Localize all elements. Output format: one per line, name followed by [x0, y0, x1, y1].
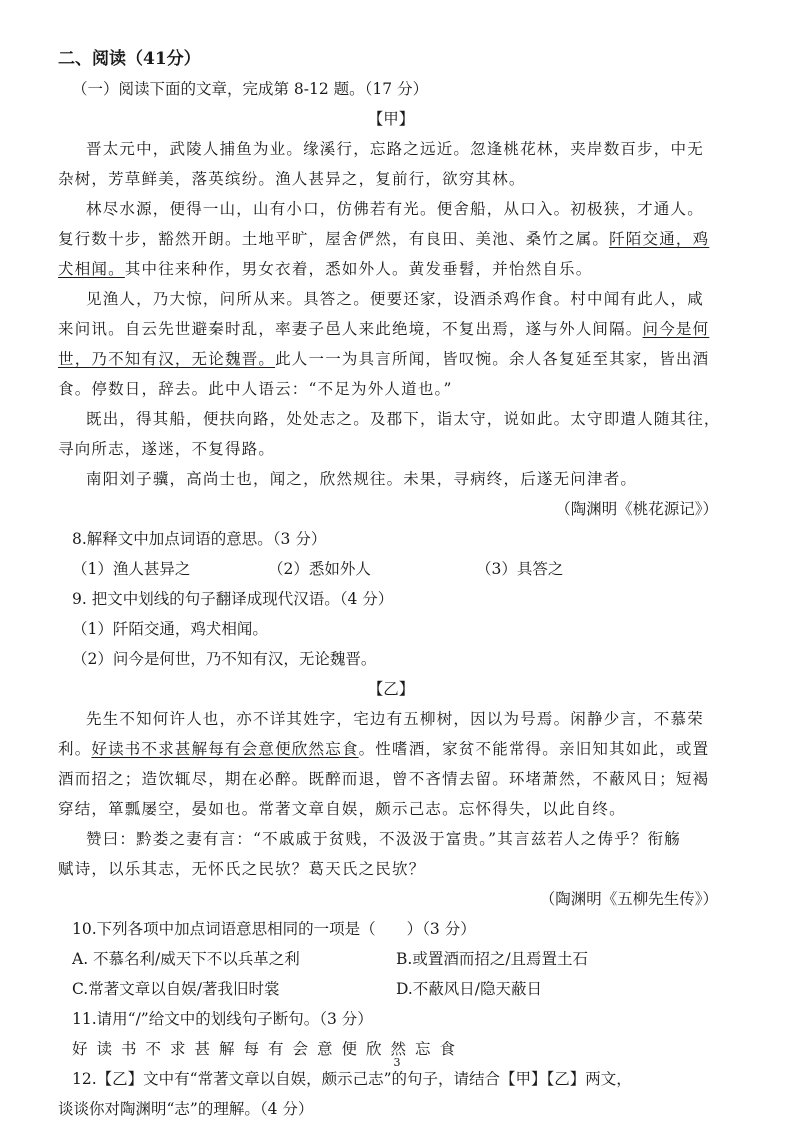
- passage-source: （陶渊明《五柳先生传》）: [539, 890, 718, 908]
- passage-line: 食。停数日，辞去。此中人语云：“不足为外人道也。”: [58, 380, 453, 398]
- passage-text: 此人一一为具言所闻，皆叹惋。余人各复延至其家，皆出酒: [275, 350, 710, 368]
- question-stem: 10.下列各项中加点词语意思相同的一项是（ ）（3 分）: [72, 920, 476, 938]
- passage-yi-label: 【乙】: [367, 680, 415, 698]
- passage-line: [58, 314, 724, 344]
- question-item: （2）问今是何世，乃不知有汉，无论魏晋。: [72, 650, 377, 668]
- option-b: B.或置酒而招之/且焉置土石: [396, 950, 589, 968]
- passage-text: 。性嗜酒，家贫不能常得。亲旧知其如此，或置: [358, 740, 710, 758]
- punctuation-sentence: 好读书不求甚解每有会意便欣然忘食: [72, 1040, 465, 1058]
- question-12: [58, 1064, 724, 1124]
- passage-line: 穿结，箪瓢屡空，晏如也。常著文章自娱，颇示己志。忘怀得失，以此自终。: [58, 800, 626, 818]
- passage-line: 南阳刘子骥，高尚士也，闻之，欣然规往。未果，寻病终，后遂无问津者。: [86, 470, 638, 488]
- question-items: [58, 554, 724, 584]
- question-item: （2）悉如外人: [268, 560, 371, 578]
- passage-line: [58, 734, 724, 764]
- question-stem: 12.【乙】文中有“常著文章以自娱，颇示己志”的句子，请结合【甲】【乙】两文，: [72, 1070, 632, 1088]
- passage-text: 利。: [58, 740, 92, 758]
- passage-line: 先生不知何许人也，亦不详其姓字，宅边有五柳树，因以为号焉。闲静少言，不慕荣: [86, 710, 704, 728]
- question-11: [58, 1004, 724, 1064]
- underlined-sentence: 犬相闻。: [58, 260, 125, 278]
- underlined-sentence: 世，乃不知有汉，无论魏晋。: [58, 350, 276, 368]
- passage-line: 寻向所志，遂迷，不复得路。: [58, 440, 276, 458]
- option-c: C.常著文章以自娱/著我旧时裳: [72, 980, 280, 998]
- underlined-sentence: 好读书不求甚解每有会意便欣然忘食: [91, 740, 359, 758]
- passage-text: 其中往来种作，男女衣着，悉如外人。黄发垂髫，并怡然自乐。: [124, 260, 593, 278]
- passage-yi: [58, 674, 724, 914]
- option-a: A. 不慕名利/威天下不以兵革之利: [72, 950, 300, 968]
- passage-line: [58, 224, 724, 254]
- passage-line: 晋太元中，武陵人捕鱼为业。缘溪行，忘路之远近。忽逢桃花林，夹岸数百步，中无: [86, 140, 704, 158]
- passage-line: 见渔人，乃大惊，问所从来。具答之。便要还家，设酒杀鸡作食。村中闻有此人，咸: [86, 290, 704, 308]
- passage-line: 林尽水源，便得一山，山有小口，仿佛若有光。便舍船，从口入。初极狭，才通人。: [86, 200, 704, 218]
- passage-source: （陶渊明《桃花源记》）: [555, 500, 718, 518]
- passage-text: 复行数十步，豁然开朗。土地平旷，屋舍俨然，有良田、美池、桑竹之属。: [58, 230, 610, 248]
- passage-jia: [58, 134, 724, 524]
- passage-text: 来问讯。自云先世避秦时乱，率妻子邑人来此绝境，不复出焉，遂与外人间隔。: [58, 320, 643, 338]
- passage-line: [58, 254, 724, 284]
- option-d: D.不蔽风日/隐天蔽日: [396, 980, 543, 998]
- passage-line: 既出，得其船，便扶向路，处处志之。及郡下，诣太守，说如此。太守即遣人随其往，: [86, 410, 721, 428]
- question-item: （3）具答之: [476, 560, 564, 578]
- question-stem: 11.请用“/”给文中的划线句子断句。（3 分）: [72, 1010, 373, 1028]
- question-10: [58, 914, 724, 1004]
- question-options: [58, 974, 724, 1004]
- passage-jia-label: 【甲】: [367, 110, 415, 128]
- question-item: （1）阡陌交通，鸡犬相闻。: [72, 620, 268, 638]
- passage-line: [58, 344, 724, 374]
- underlined-sentence: 阡陌交通，鸡: [609, 230, 710, 248]
- question-8: [58, 524, 724, 584]
- passage-line: 杂树，芳草鲜美，落英缤纷。渔人甚异之，复前行，欲穷其林。: [58, 170, 526, 188]
- question-options: [58, 944, 724, 974]
- question-9: [58, 584, 724, 674]
- question-stem: 8.解释文中加点词语的意思。（3 分）: [72, 530, 327, 548]
- section-title: 二、阅读（41分）: [58, 49, 201, 69]
- question-stem: 9. 把文中划线的句子翻译成现代汉语。（4 分）: [72, 590, 394, 608]
- page-number: 3: [393, 1056, 401, 1069]
- question-item: （1）渔人甚异之: [72, 560, 191, 578]
- question-stem-continued: 谈谈你对陶渊明“志”的理解。（4 分）: [58, 1100, 314, 1118]
- reading-heading: （一）阅读下面的文章，完成第 8-12 题。（17 分）: [72, 80, 429, 98]
- passage-line: 赋诗，以乐其志，无怀氏之民欤？葛天氏之民欤？: [58, 860, 426, 878]
- passage-line: 赞曰：黔娄之妻有言：“不戚戚于贫贱，不汲汲于富贵。”其言兹若人之俦乎？衔觞: [86, 830, 682, 848]
- passage-line: 酒而招之；造饮辄尽，期在必醉。既醉而退，曾不吝情去留。环堵萧然，不蔽风日；短褐: [58, 770, 710, 788]
- underlined-sentence: 问今是何: [642, 320, 710, 338]
